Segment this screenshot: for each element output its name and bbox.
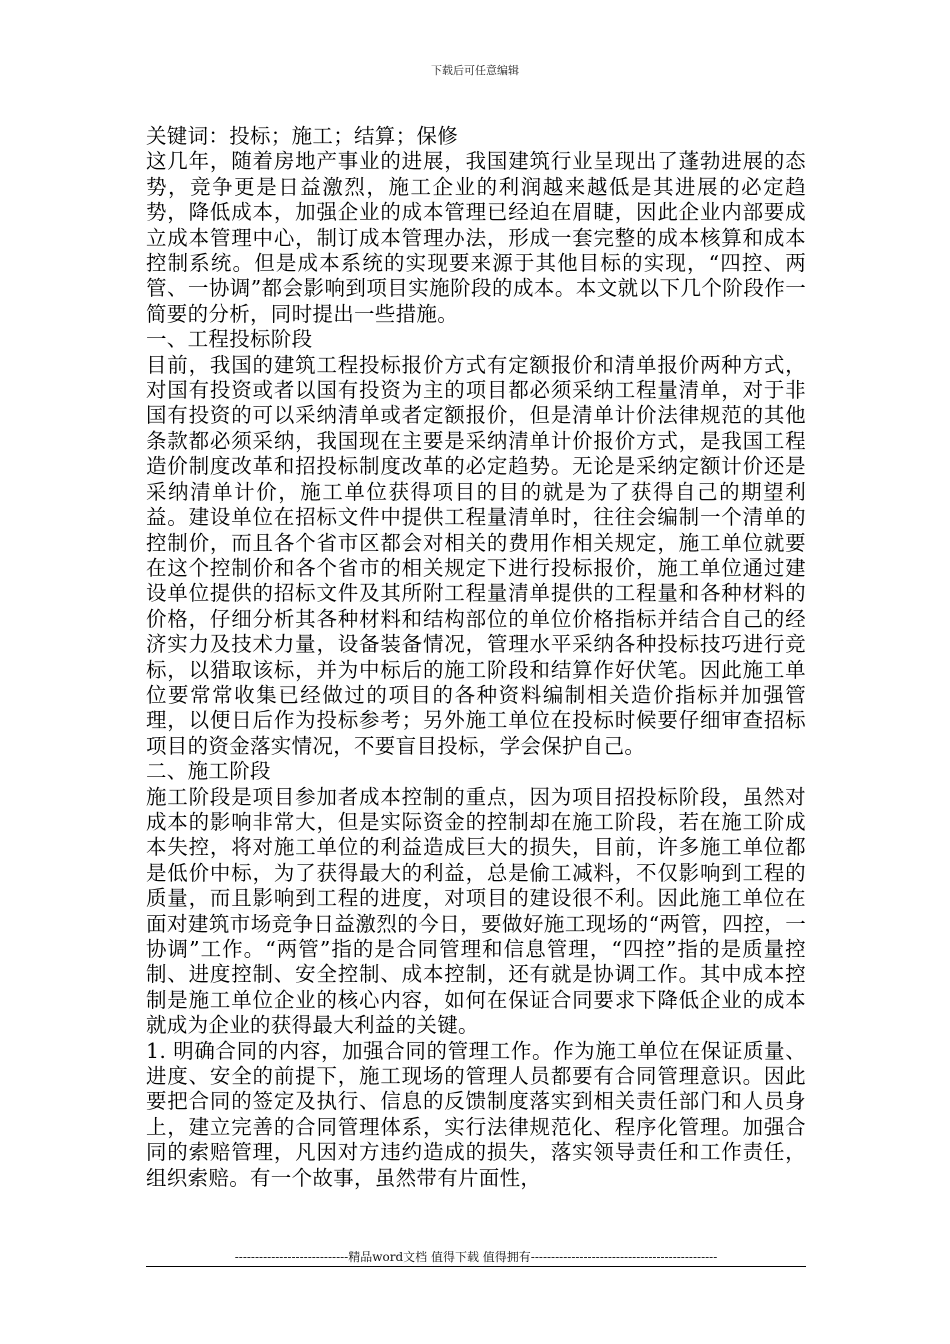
section-heading-bidding: 一、工程投标阶段 — [146, 327, 313, 352]
intro-paragraph: 这几年，随着房地产事业的进展，我国建筑行业呈现出了蓬勃进展的态势，竞争更是日益激烈，施工企业的利润越来越低是其进展的必定趋势，降低成本，加强企业的成本管理已经迫在眉睫，因此企业内部要成立成本管理中心，制订成本管理办法，形成一套完整的成本核算和成本控制系统。但是成本系统的实现要来源于其他目标的实现，“四控、两管、一协调”都会影响到项目实施阶段的成本。本文就以下几个阶段作一简要的分析，同时提出一些措施。 — [146, 149, 806, 326]
footer-divider — [146, 1266, 806, 1267]
numbered-item-contract: 1. 明确合同的内容，加强合同的管理工作。作为施工单位在保证质量、进度、安全的前提下，施工现场的管理人员都要有合同管理意识。因此要把合同的签定及执行、信息的反馈制度落实到相关责任部门和人员身上，建立完善的合同管理体系，实行法律规范化、程序化管理。加强合同的索赔管理，凡因对方违约造成的损失，落实领导责任和工作责任，组织索赔。有一个故事，虽然带有片面性， — [146, 1038, 806, 1190]
document-body — [146, 124, 806, 1191]
page-footer: ----------------------------精品word文档 值得下载 值得拥有---------------------------------------------- — [234, 1250, 718, 1264]
keywords-line: 关键词：投标；施工；结算；保修 — [146, 124, 458, 148]
section-paragraph-bidding: 目前，我国的建筑工程投标报价方式有定额报价和清单报价两种方式，对国有投资或者以国有投资为主的项目都必须采纳工程量清单，对于非国有投资的可以采纳清单或者定额报价，但是清单计价法律规范的其他条款都必须采纳，我国现在主要是采纳清单计价报价方式，是我国工程造价制度改革和招投标制度改革的必定趋势。无论是采纳定额计价还是采纳清单计价，施工单位获得项目的目的就是为了获得自己的期望利益。建设单位在招标文件中提供工程量清单时，往往会编制一个清单的控制价，而且各个省市区都会对相关的费用作相关规定，施工单位就要在这个控制价和各个省市的相关规定下进行投标报价，施工单位通过建设单位提供的招标文件及其所附工程量清单提供的工程量和各种材料的价格，仔细分析其各种材料和结构部位的单位价格指标并结合自己的经济实力及技术力量，设备装备情况，管理水平采纳各种投标技巧进行竞标，以猎取该标，并为中标后的施工阶段和结算作好伏笔。因此施工单位要常常收集已经做过的项目的各种资料编制相关造价指标并加强管理，以便日后作为投标参考；另外施工单位在投标时候要仔细审查招标项目的资金落实情况，不要盲目投标，学会保护自己。 — [146, 352, 806, 758]
section-paragraph-construction: 施工阶段是项目参加者成本控制的重点，因为项目招投标阶段，虽然对成本的影响非常大，但是实际资金的控制却在施工阶段，若在施工阶成本失控，将对施工单位的利益造成巨大的损失，目前，许多施工单位都是低价中标，为了获得最大的利益，总是偷工减料，不仅影响到工程的质量，而且影响到工程的进度，对项目的建设很不利。因此施工单位在面对建筑市场竞争日益激烈的今日，要做好施工现场的“两管，四控，一协调”工作。“两管”指的是合同管理和信息管理，“四控”指的是质量控制、进度控制、安全控制、成本控制，还有就是协调工作。其中成本控制是施工单位企业的核心内容，如何在保证合同要求下降低企业的成本就成为企业的获得最大利益的关键。 — [146, 784, 806, 1038]
section-heading-construction: 二、施工阶段 — [146, 759, 271, 784]
page-header: 下载后可任意编辑 — [431, 64, 519, 77]
